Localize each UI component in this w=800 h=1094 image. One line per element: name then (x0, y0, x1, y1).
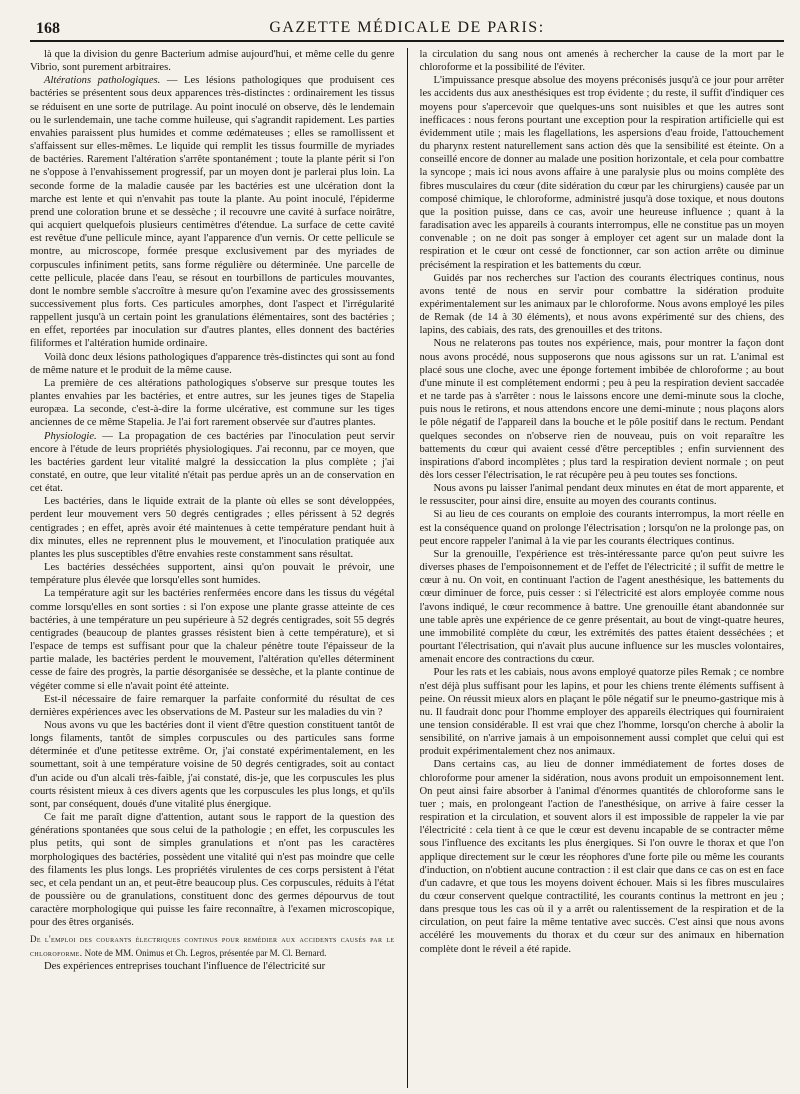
right-paragraph (420, 758, 785, 955)
left-paragraph (30, 933, 395, 959)
left-paragraph (30, 351, 395, 377)
right-paragraph (420, 74, 785, 271)
text-columns (30, 48, 784, 1088)
paragraph-text: Est-il nécessaire de faire remarquer la parfaite conformité du résultat de ces dernières expériences avec les observations de M. Pasteur sur les maladies du vin ? (30, 693, 395, 718)
paragraph-text: Pour les rats et les cabiais, nous avons employé quatorze piles Remak ; ce nombre n'est déjà plus suffisant pour les lapins, et pour les chiens trente éléments suffisent à peine. On réussit mieux alors en plaçant le pôle négatif sur le pneumo-gastrique mis à nu. Il faudrait donc pour l'homme employer des appareils électriques qui fourniraient une tension considérable. Il est vrai que chez l'homme, lorsqu'on cherche à abolir la sensibilité, on n'arrive jamais à un empoisonnement aussi complet que celui qui est produit expérimentalement chez nos animaux. (419, 667, 784, 758)
right-paragraph (420, 666, 785, 758)
paragraph-text: là que la division du genre Bacterium admise aujourd'hui, et même celle du genre Vibrio, sont purement arbitraires. (30, 49, 395, 74)
right-column (420, 48, 785, 1088)
paragraph-text: Des expériences entreprises touchant l'influence de l'électricité sur (44, 960, 326, 972)
left-paragraph (30, 495, 395, 561)
section-subheading: Physiologie. (44, 430, 97, 442)
left-paragraph (30, 430, 395, 496)
paragraph-text: Nous avons pu laisser l'animal pendant deux minutes en état de mort apparente, et le ressusciter, pour ainsi dire, ensuite au moyen des courants continus. (419, 483, 784, 508)
section-subheading: Altérations pathologiques. (44, 75, 161, 87)
left-paragraph (30, 561, 395, 587)
journal-title: GAZETTE MÉDICALE DE PARIS: (269, 19, 545, 36)
paragraph-text: Note de MM. Onimus et Ch. Legros, présentée par M. Cl. Bernard. (82, 947, 327, 958)
note-heading: De l'emploi des courants électriques continus pour remédier aux accidents causés par le chloroforme. (30, 934, 395, 958)
left-column (30, 48, 395, 1088)
paragraph-text: La première de ces altérations pathologiques s'observe sur presque toutes les plantes envahies par les bactéries, et entre autres, sur les jeunes tiges de Stapelia europæa. La seconde, c'est-à-dire la forme ulcérative, est commune sur les tiges anciennes de ce même Stapelia. Je l'ai fort rarement observée sur d'autres plantes. (30, 377, 395, 429)
left-paragraph (30, 960, 395, 973)
paragraph-text: Nous avons vu que les bactéries dont il vient d'être question constituent tantôt de longs filaments, tantôt de simples corpuscules ou des particules sans forme déterminée et d'une petitesse extrême. Or, j'ai constaté expérimentalement, en les soumettant, soit à une température voisine de 50 degrés centigrades, soit au contact d'un acide ou d'un alcali très-faible, j'ai constaté, dis-je, que les corpuscules les plus courts résistent mieux à ces divers agents que les corpuscules les plus longs, et qu'ils sont, par conséquent, doués d'une vitalité plus énergique. (30, 719, 395, 810)
page-number: 168 (36, 20, 60, 37)
paragraph-text: Si au lieu de ces courants on emploie des courants interrompus, la mort réelle en est la conséquence quand on prolonge l'électrisation ; lorsqu'on ne la prolonge pas, on peut encore rappeler l'animal à la vie par les courants électriques continus. (419, 509, 784, 547)
left-paragraph (30, 693, 395, 719)
paragraph-text: Les bactéries, dans le liquide extrait de la plante où elles se sont développées, perdent leur mouvement vers 50 degrés centigrades ; elles périssent à 52 degrés centigrades ; en effet, après avoir été maintenues à cette température pendant huit à dix minutes, elles ne reprennent plus le mouvement, et l'inoculation pratiquée aux plantes les plus susceptibles d'être envahies reste constamment sans résultat. (30, 496, 395, 560)
paragraph-text: La température agit sur les bactéries renfermées encore dans les tissus du végétal comme lorsqu'elles en sont sorties : si l'on expose une plante grasse atteinte de ces bactéries, à une température un peu supérieure à 52 degrés centigrades, soit 55 degrés centigrades (beaucoup de plantes grasses résistent bien à cette température), et si l'espace de temps est suffisant pour que la chaleur pénètre toute l'épaisseur de la partie malade, les bactéries perdent le mouvement, l'altération qu'elles déterminent cesse de faire des progrès, la partie désorganisée se dessèche, et la plante continue de végéter comme si elle n'avait point été atteinte. (30, 588, 395, 692)
paragraph-text: Ce fait me paraît digne d'attention, autant sous le rapport de la question des générations spontanées que sous celui de la pathologie ; en effet, les corpuscules les plus petits, qui sont de simples granulations et n'ont pas les caractères morphologiques des bactéries, possèdent une vitalité qui n'est pas moindre que celle des filaments les plus longs. Les propriétés virulentes de ces corps persistent à l'état sec, et cela pendant un an, et peut-être beaucoup plus. Ces corpuscules, réduits à l'état de poussière ou de granulations, constituent donc des germes dépourvus de tout caractère morphologique qui puisse les faire reconnaître, à l'examen microscopique, pour des êtres organisés. (30, 812, 395, 929)
right-paragraph (420, 482, 785, 508)
left-paragraph (30, 74, 395, 350)
paragraph-text: — La propagation de ces bactéries par l'inoculation peut servir encore à l'étude de leurs propriétés physiologiques. J'ai reconnu, par ce moyen, que les bactéries gardent leur vitalité malgré la dessiccation la plus complète ; j'ai constaté, en outre, que leur vitalité n'était pas perdue après un an de conservation en cet état. (30, 430, 395, 495)
paragraph-text: Dans certains cas, au lieu de donner immédiatement de fortes doses de chloroforme pour amener la sidération, nous avons produit un empoisonnement lent. On peut ainsi faire absorber à l'animal d'énormes quantités de chloroforme sans le tuer ; mais, en prolongeant l'action de l'anesthésique, on arrive à faire cesser la respiration et la circulation, et souvent alors il est impossible de rappeler la vie par l'électricité : cela tient à ce que le cœur est devenu incapable de se contracter même sous l'influence des excitants les plus énergiques. Si l'on ouvre le thorax et que l'on applique directement sur le cœur les réophores d'une forte pile ou même les courants d'induction, on n'obtient aucune contraction : il est clair que dans ce cas on est en face d'un cadavre, et que tous les moyens doivent échouer. Mais si les fibres musculaires du cœur conservent quelque contractilité, les courants continus la mettront en jeu ; dans presque tous les cas où il y a arrêt ou ralentissement de la respiration et de la circulation, on peut faire la même tentative avec succès. C'est ainsi que nous avons accéléré les mouvements du thorax et du cœur sur des animaux en hibernation complète dont le réveil a été rapide. (419, 759, 784, 955)
paragraph-text: la circulation du sang nous ont amenés à rechercher la cause de la mort par le chloroforme et la possibilité de l'éviter. (419, 49, 784, 74)
page-header (30, 10, 784, 42)
paragraph-text: Les bactéries desséchées supportent, ainsi qu'on pouvait le prévoir, une température plus élevée que lorsqu'elles sont humides. (30, 562, 395, 587)
left-paragraph (30, 719, 395, 811)
right-paragraph (420, 48, 785, 74)
left-paragraph (30, 377, 395, 430)
paragraph-text: Guidés par nos recherches sur l'action des courants électriques continus, nous avons tenté de nous en servir pour combattre la sidération produite expérimentalement sur les animaux par le chloroforme. Nous avons employé les piles de Remak (de 14 à 30 éléments), et nous avons expérimenté sur des chiens, des lapins, des cabiais, des rats, des grenouilles et des tritons. (419, 272, 784, 337)
right-paragraph (420, 272, 785, 338)
left-paragraph (30, 48, 395, 74)
column-divider (407, 48, 408, 1088)
right-paragraph (420, 548, 785, 666)
paragraph-text: — Les lésions pathologiques que produisent ces bactéries se présentent sous deux apparences très-distinctes : ordinairement les tissus se réduisent en une sorte de putrilage. Au point inoculé on observe, dès le lendemain ou le surlendemain, une tache comme huileuse, qui s'agrandit rapidement. Les parties envahies paraissent plus humides et comme œdémateuses ; elles se ramollissent et s'affaissent sur elles-mêmes. Le liquide qui remplit les tissus fourmille de myriades de bactéries. Rarement l'altération s'arrête spontanément ; toute la plante périt si l'on ne s'oppose à l'envahissement progressif, par un moyen dont je parlerai plus loin. La seconde forme de la maladie causée par les bactéries est une ulcération dont la marche est lente et qui n'envahit pas toute la plante. Au point inoculé, l'épiderme prend une coloration brune et se dessèche ; il recouvre une cavité à surface noirâtre, qui acquiert quelquefois plusieurs centimètres d'étendue. La surface de cette cavité est revêtue d'une pellicule mince, ayant l'apparence d'un vernis. Or cette pellicule se montre, au microscope, formée presque exclusivement par des myriades de corpuscules infiniment petits, sans forme régulière ou déterminée. Une parcelle de cette pellicule, placée dans l'eau, se résout en tourbillons de particules mouvantes, dont le nombre semble s'accroître à mesure qu'on l'examine avec des grossissements successivement plus forts. Ces particules amorphes, dont l'aspect et l'irrégularité rappellent jusqu'à un certain point les granulations élémentaires, sont des bactéries ; en effet, reportées par inoculation sur d'autres plantes, elles donnent des bactéries filiformes et l'altération humide ordinaire. (30, 75, 395, 350)
paragraph-text: Voilà donc deux lésions pathologiques d'apparence très-distinctes qui sont au fond de même nature et le produit de la même cause. (30, 351, 395, 376)
right-paragraph (420, 337, 785, 482)
left-paragraph (30, 587, 395, 692)
paragraph-text: Nous ne relaterons pas toutes nos expérience, mais, pour montrer la façon dont nous avons procédé, nous supposerons que nous agissons sur un rat. L'animal est placé sous une cloche, avec une éponge fortement imbibée de chloroforme ; au bout d'une minute il est complétement endormi ; peu à peu la respiration devient saccadée et ne tarde pas à s'arrêter : nous le laissons encore une demi-minute sous la cloche, puis nous le retirons, et nous attendons encore une demi-minute ; nous plaçons alors le pôle négatif de l'appareil dans la bouche et le pôle positif dans le rectum. Pendant quelques secondes on n'observe rien de nouveau, puis on voit reparaître les battements du cœur qui avaient cessé d'être perceptibles ; enfin surviennent des inspirations d'abord incomplètes ; plus tard la respiration devient normale ; on peut dès lors cesser l'électrisation, le rat récupère peu à peu toutes ses fonctions. (419, 338, 784, 481)
paragraph-text: Sur la grenouille, l'expérience est très-intéressante parce qu'on peut suivre les diverses phases de l'empoisonnement et de l'effet de l'électricité ; il suffit de mettre le cœur à nu. On voit, en continuant l'action de l'agent anesthésique, les battements du cœur diminuer de force, puis cesser : si l'électricité est alors employée comme nous l'avons indiqué, le cœur recommence à battre. Une grenouille étant abandonnée sur une table après une expérience de ce genre présentait, au bout de vingt-quatre heures, une immobilité complète du cœur, les extrémités des pattes étaient desséchées ; et pourtant l'électrisation, qui n'avait plus aucune influence sur les muscles volontaires, amenait encore des contractions du cœur. (419, 548, 784, 666)
paragraph-text: L'impuissance presque absolue des moyens préconisés jusqu'à ce jour pour arrêter les accidents dus aux anesthésiques est trop évidente ; du reste, il suffit d'indiquer ces moyens pour s'apercevoir que quelques-uns sont nuisibles et que les autres sont inefficaces : nous ferons pourtant une exception pour la respiration artificielle qui est évidemment utile ; mais les flagellations, les aspersions d'eau froide, l'attouchement du pharynx restent naturellement sans action dès que la sensibilité est éteinte. On a conseillé encore de donner au malade une position horizontale, et cela pour combattre la syncope ; mais ici nous avons affaire à une paralysie plus ou moins complète des fibres musculaires du cœur (dite sidération du cœur par les chirurgiens) causée par un composé chimique, le chloroforme, administré jusqu'à dose toxique, et nous doutons que la position puisse, dans ce cas, avoir une heureuse influence ; quant à la faradisation avec les appareils à courants interrompus, elle ne constitue pas un moyen convenable ; on ne doit pas songer à employer cet agent sur un malade dont la respiration et le cœur ont cessé de fonctionner, car son action arrête ou diminue précisément la respiration et les battements du cœur. (419, 75, 784, 271)
left-paragraph (30, 811, 395, 929)
right-paragraph (420, 508, 785, 547)
